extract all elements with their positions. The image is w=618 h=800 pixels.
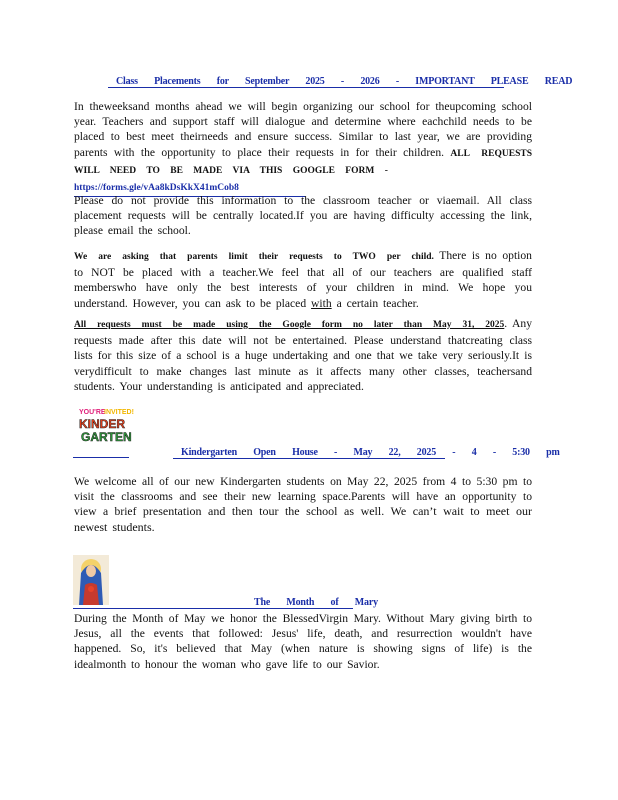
kindergarten-text: presentation and then tour the school as well. We can’t wait to meet our newest students. <box>74 504 532 534</box>
mary-image <box>73 555 109 605</box>
heading-underline <box>108 87 504 88</box>
with-text: with <box>311 296 332 310</box>
kindergarten-text: We welcome all of our new Kindergarten students on May 22, 2025 from 4 to 5:30 pm to visit the classrooms and see their new learning space.Parents will have an opportunity to view a brief <box>74 475 532 519</box>
heading-underline <box>73 608 353 609</box>
svg-text:KINDER: KINDER <box>79 417 126 431</box>
class-placements-heading: Class Placements for September 2025 - 2026 - IMPORTANT PLEASE READ <box>116 76 573 87</box>
kindergarten-heading: Kindergarten Open House - May 22, 2025 - 4 - 5:30 pm <box>181 447 560 458</box>
google-form-instruction: ALL REQUESTS WILL NEED TO BE MADE VIA THIS GOOGLE FORM - <box>74 148 532 176</box>
deadline-note: All requests must be made using the Google form no later than May 31, 2025 <box>74 320 505 330</box>
placements-text: In theweeksand months ahead we will begin organizing our school for theupcoming school year. Teachers and support staff will dialogue and determine where eachchild needs to be placed to best meet theirneeds and ensure success. Similar to last year, we are providing parents with the opportunity to place their requests in for their children. <box>74 100 532 159</box>
placements-text: There is no option to NOT be placed with a teacher.We feel that all of our teachers are qualified staff memberswho have only the best interests of your children in mind. We hope you understand. However, you can ask to be placed <box>74 249 532 310</box>
google-form-link[interactable]: https://forms.gle/vAa8kDsKkX41mCob8 <box>74 181 305 197</box>
mary-paragraph: During the Month of May we honor the BlessedVirgin Mary. Without Mary giving birth to Jesus, all the events that followed: Jesus' life, death, and resurrection wouldn't have happened. So, it's believed that May (when nature is showing signs of life) is the idealmonth to honour the woman who gave life to our Savior. <box>74 612 532 671</box>
placements-paragraph-2: Please do not provide this information to the classroom teacher or viaemail. All class placement requests will be centrally located.If you are having difficulty accessing the link, please email the school. <box>74 194 532 238</box>
month-of-mary-heading: The Month of Mary <box>254 597 378 608</box>
placements-paragraph-3 <box>74 248 532 311</box>
logo-rule <box>73 457 129 458</box>
heading-underline <box>173 458 445 459</box>
placements-paragraph-4 <box>74 316 532 394</box>
placements-text: a certain teacher. <box>336 296 419 310</box>
svg-text:YOU'RE: YOU'RE <box>79 409 106 416</box>
svg-text:INVITED!: INVITED! <box>104 409 134 416</box>
placements-paragraph-1 <box>74 99 532 197</box>
svg-text:GARTEN: GARTEN <box>81 430 132 444</box>
kindergarten-logo <box>78 405 134 445</box>
kindergarten-paragraph <box>74 474 532 535</box>
limit-requests-note: We are asking that parents limit their requests to TWO per child. <box>74 252 434 262</box>
placements-text: . Any requests made after this date will not be entertained. Please understand thatcreating class lists for this size of a school is a huge undertaking and one that we take very seriously.It is verydifficult to make changes last minute as it affects many other classes, teachersand students. Your understanding is anticipated and appreciated. <box>74 317 532 393</box>
